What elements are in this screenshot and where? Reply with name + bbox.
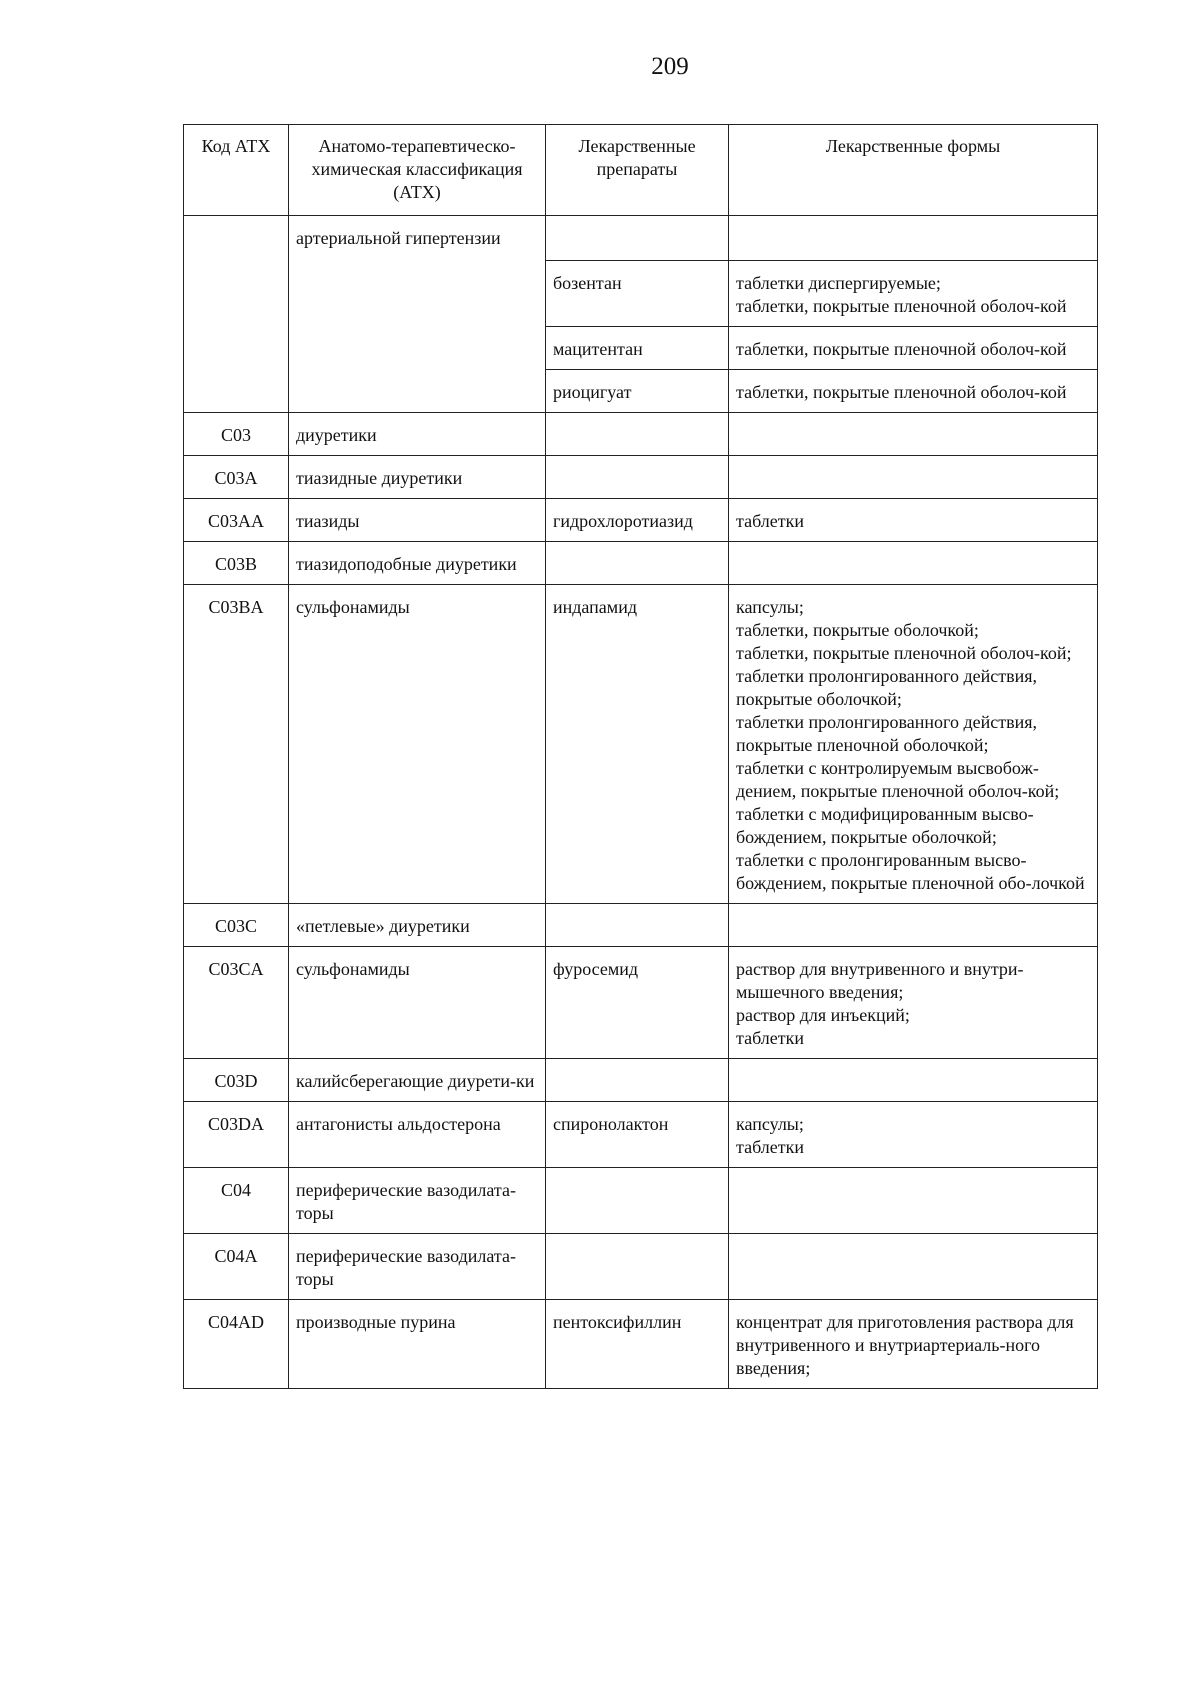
form-line: таблетки, покрытые пленочной оболоч-кой — [736, 339, 1067, 359]
drug-cell — [546, 413, 729, 456]
forms-cell — [729, 413, 1098, 456]
code-cell: C03B — [184, 542, 289, 585]
drug-cell — [546, 542, 729, 585]
forms-cell — [729, 370, 1098, 413]
forms-cell — [729, 1234, 1098, 1300]
code-cell: C03C — [184, 904, 289, 947]
drug-cell — [546, 904, 729, 947]
atx-cell: диуретики — [289, 413, 546, 456]
code-cell: C04A — [184, 1234, 289, 1300]
forms-cell — [729, 499, 1098, 542]
drug-cell — [546, 216, 729, 261]
table-row — [184, 1300, 1098, 1389]
atx-cell: периферические вазодилата-торы — [289, 1234, 546, 1300]
form-line: раствор для внутривенного и внутри-мышечного введения; — [736, 959, 1024, 1002]
form-line: таблетки — [736, 511, 805, 531]
code-cell — [184, 216, 289, 413]
form-line: таблетки — [736, 1137, 805, 1157]
table-row — [184, 542, 1098, 585]
form-line: концентрат для приготовления раствора для внутривенного и внутриартериаль-ного введения; — [736, 1312, 1074, 1378]
drug-cell: индапамид — [546, 585, 729, 904]
table-row — [184, 499, 1098, 542]
form-line: таблетки, покрытые оболочкой; — [736, 620, 979, 640]
table-row — [184, 904, 1098, 947]
forms-cell — [729, 904, 1098, 947]
forms-cell — [729, 542, 1098, 585]
table-row — [184, 456, 1098, 499]
form-line: таблетки с модифицированным высво-бождением, покрытые оболочкой; — [736, 804, 1034, 847]
atx-cell: тиазидоподобные диуретики — [289, 542, 546, 585]
code-cell: C03D — [184, 1059, 289, 1102]
code-cell: C03BA — [184, 585, 289, 904]
form-line: таблетки диспергируемые; — [736, 273, 941, 293]
form-line: таблетки, покрытые пленочной оболоч-кой — [736, 382, 1067, 402]
drug-cell — [546, 1059, 729, 1102]
forms-cell — [729, 1168, 1098, 1234]
code-cell: C03DA — [184, 1102, 289, 1168]
drug-cell — [546, 1234, 729, 1300]
code-cell: C03AA — [184, 499, 289, 542]
header-drugs: Лекарственные препараты — [546, 125, 729, 216]
form-line: таблетки, покрытые пленочной оболоч-кой — [736, 296, 1067, 316]
form-line: таблетки пролонгированного действия, покрытые пленочной оболочкой; — [736, 712, 1038, 755]
code-cell: C03 — [184, 413, 289, 456]
table-row — [184, 947, 1098, 1059]
atx-cell: производные пурина — [289, 1300, 546, 1389]
form-line: капсулы; — [736, 1114, 804, 1134]
forms-cell — [729, 1300, 1098, 1389]
code-cell: C03CA — [184, 947, 289, 1059]
table-header — [184, 125, 1098, 216]
forms-cell — [729, 327, 1098, 370]
atx-cell: периферические вазодилата-торы — [289, 1168, 546, 1234]
code-cell: C04 — [184, 1168, 289, 1234]
atx-cell: калийсберегающие диурети-ки — [289, 1059, 546, 1102]
table-row — [184, 585, 1098, 904]
drug-cell: бозентан — [546, 261, 729, 327]
code-cell: C03A — [184, 456, 289, 499]
table-row — [184, 1102, 1098, 1168]
header-atx: Анатомо-терапевтическо-химическая классификация (АТХ) — [289, 125, 546, 216]
table-row — [184, 1234, 1098, 1300]
form-line: таблетки с контролируемым высвобож-дением, покрытые пленочной оболоч-кой; — [736, 758, 1060, 801]
page-number: 209 — [651, 53, 689, 80]
forms-cell — [729, 216, 1098, 261]
table-row — [184, 216, 1098, 261]
drug-cell: пентоксифиллин — [546, 1300, 729, 1389]
atx-cell: тиазиды — [289, 499, 546, 542]
form-line: таблетки с пролонгированным высво-бождением, покрытые пленочной обо-лочкой — [736, 850, 1085, 893]
atx-cell: сульфонамиды — [289, 585, 546, 904]
header-row — [184, 125, 1098, 216]
forms-cell — [729, 456, 1098, 499]
table-row — [184, 1059, 1098, 1102]
drug-cell: спиронолактон — [546, 1102, 729, 1168]
atx-cell: сульфонамиды — [289, 947, 546, 1059]
code-cell: C04AD — [184, 1300, 289, 1389]
header-code: Код АТХ — [184, 125, 289, 216]
forms-cell — [729, 1102, 1098, 1168]
atx-cell: артериальной гипертензии — [289, 216, 546, 413]
form-line: раствор для инъекций; — [736, 1005, 910, 1025]
drug-cell — [546, 1168, 729, 1234]
header-forms: Лекарственные формы — [729, 125, 1098, 216]
drug-cell: риоцигуат — [546, 370, 729, 413]
atx-table — [183, 124, 1098, 1389]
form-line: таблетки пролонгированного действия, покрытые оболочкой; — [736, 666, 1038, 709]
drug-cell — [546, 456, 729, 499]
forms-cell — [729, 947, 1098, 1059]
forms-cell — [729, 585, 1098, 904]
drug-cell: мацитентан — [546, 327, 729, 370]
table-body — [184, 216, 1098, 1389]
table-row — [184, 1168, 1098, 1234]
drug-cell: фуросемид — [546, 947, 729, 1059]
atx-cell: антагонисты альдостерона — [289, 1102, 546, 1168]
form-line: таблетки — [736, 1028, 805, 1048]
table-row — [184, 413, 1098, 456]
form-line: капсулы; — [736, 597, 804, 617]
forms-cell — [729, 1059, 1098, 1102]
drug-cell: гидрохлоротиазид — [546, 499, 729, 542]
atx-cell: «петлевые» диуретики — [289, 904, 546, 947]
atx-cell: тиазидные диуретики — [289, 456, 546, 499]
forms-cell — [729, 261, 1098, 327]
form-line: таблетки, покрытые пленочной оболоч-кой; — [736, 643, 1072, 663]
